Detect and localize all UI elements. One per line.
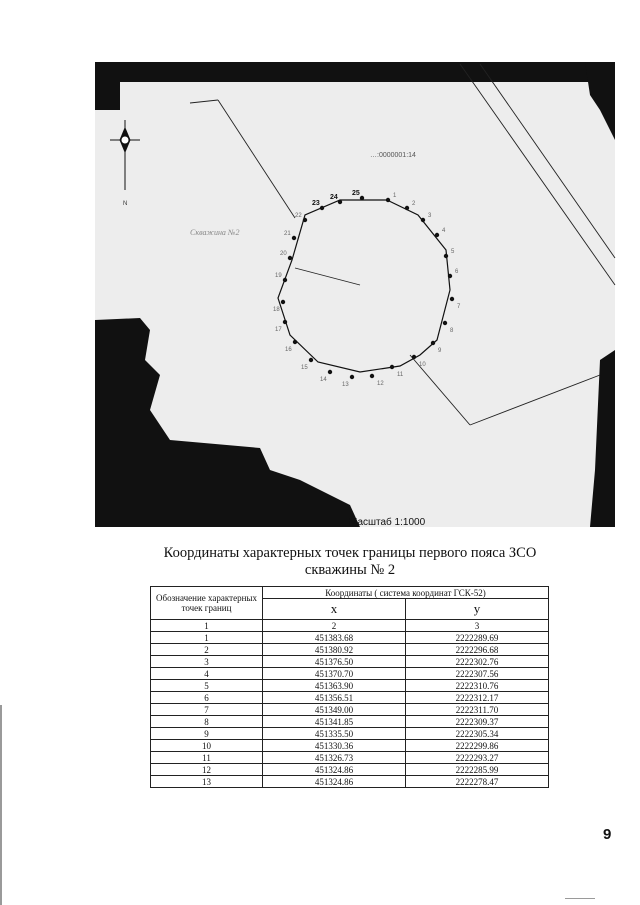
point-number: 9 <box>151 728 263 740</box>
coord-x: 451376.50 <box>263 656 406 668</box>
boundary-point-marker <box>303 218 307 222</box>
scan-footer-mark <box>565 898 595 899</box>
boundary-point-marker <box>350 375 354 379</box>
point-number: 2 <box>151 644 263 656</box>
scale-label-text: Масштаб 1:1000 <box>349 517 426 528</box>
coord-y: 2222289.69 <box>406 632 549 644</box>
coord-x: 451335.50 <box>263 728 406 740</box>
boundary-point-marker <box>320 206 324 210</box>
table-title <box>140 545 560 579</box>
boundary-point-marker <box>444 254 448 258</box>
boundary-point-label: 3 <box>428 213 432 219</box>
coord-x: 451363.90 <box>263 680 406 692</box>
boundary-point-label: 25 <box>352 190 360 197</box>
coord-y: 2222302.76 <box>406 656 549 668</box>
boundary-point-label: 22 <box>295 213 302 219</box>
cadastral-parcel-label: …:0000001:14 <box>370 152 416 159</box>
boundary-point-marker <box>448 274 452 278</box>
boundary-point-label: 17 <box>275 327 282 333</box>
boundary-point-label: 7 <box>457 304 461 310</box>
boundary-point-marker <box>292 236 296 240</box>
table-row <box>151 740 549 752</box>
boundary-point-marker <box>405 206 409 210</box>
boundary-point-marker <box>370 374 374 378</box>
coord-x: 451341.85 <box>263 716 406 728</box>
table-row <box>151 668 549 680</box>
boundary-point-marker <box>390 365 394 369</box>
header-x: x <box>263 599 406 620</box>
header-designation: Обозначение характерных точек границ <box>151 587 263 620</box>
column-number-1: 1 <box>151 620 263 632</box>
table-row <box>151 704 549 716</box>
coord-x: 451356.51 <box>263 692 406 704</box>
coord-y: 2222299.86 <box>406 740 549 752</box>
point-number: 1 <box>151 632 263 644</box>
boundary-point-label: 2 <box>412 201 416 207</box>
boundary-point-label: 18 <box>273 307 280 313</box>
coord-y: 2222296.68 <box>406 644 549 656</box>
well-label: Скважина №2 <box>190 228 240 237</box>
boundary-point-marker <box>443 321 447 325</box>
coordinates-table <box>150 586 549 788</box>
table-row <box>151 692 549 704</box>
boundary-point-marker <box>435 233 439 237</box>
coord-x: 451380.92 <box>263 644 406 656</box>
point-number: 5 <box>151 680 263 692</box>
table-row <box>151 752 549 764</box>
boundary-point-marker <box>431 341 435 345</box>
coord-y: 2222307.56 <box>406 668 549 680</box>
table-row <box>151 776 549 788</box>
table-title-line-1: Координаты характерных точек границы первого пояса ЗСО <box>163 545 537 561</box>
coord-x: 451383.68 <box>263 632 406 644</box>
table-row <box>151 764 549 776</box>
coord-y: 2222310.76 <box>406 680 549 692</box>
point-number: 6 <box>151 692 263 704</box>
boundary-point-label: 4 <box>442 228 446 234</box>
point-number: 11 <box>151 752 263 764</box>
coord-y: 2222312.17 <box>406 692 549 704</box>
boundary-point-label: 16 <box>285 347 292 353</box>
point-number: 4 <box>151 668 263 680</box>
boundary-point-marker <box>293 340 297 344</box>
boundary-point-marker <box>328 370 332 374</box>
point-number: 3 <box>151 656 263 668</box>
point-number: 7 <box>151 704 263 716</box>
coord-y: 2222293.27 <box>406 752 549 764</box>
boundary-point-label: 10 <box>419 362 426 368</box>
boundary-point-label: 23 <box>312 200 320 207</box>
boundary-point-label: 20 <box>280 251 287 257</box>
boundary-point-label: 1 <box>393 193 397 199</box>
coord-y: 2222305.34 <box>406 728 549 740</box>
coord-x: 451370.70 <box>263 668 406 680</box>
boundary-point-marker <box>338 200 342 204</box>
boundary-point-label: 19 <box>275 273 282 279</box>
boundary-point-marker <box>309 358 313 362</box>
boundary-point-label: 13 <box>342 382 349 388</box>
coord-y: 2222278.47 <box>406 776 549 788</box>
header-coordinates: Координаты ( система координат ГСК-52) <box>263 587 549 599</box>
point-number: 13 <box>151 776 263 788</box>
boundary-point-label: 8 <box>450 328 454 334</box>
table-row <box>151 632 549 644</box>
table-title-line-2: скважины № 2 <box>304 562 396 578</box>
table-row <box>151 644 549 656</box>
coord-x: 451324.86 <box>263 776 406 788</box>
scan-edge-mark <box>0 705 2 905</box>
coord-x: 451326.73 <box>263 752 406 764</box>
column-number-3: 3 <box>406 620 549 632</box>
column-number-2: 2 <box>263 620 406 632</box>
boundary-point-label: 21 <box>284 231 291 237</box>
boundary-point-marker <box>360 196 364 200</box>
boundary-point-marker <box>386 198 390 202</box>
coord-x: 451330.36 <box>263 740 406 752</box>
table-row <box>151 680 549 692</box>
coord-x: 451349.00 <box>263 704 406 716</box>
table-row <box>151 656 549 668</box>
boundary-point-marker <box>283 278 287 282</box>
point-number: 8 <box>151 716 263 728</box>
table-row <box>151 716 549 728</box>
coord-y: 2222309.37 <box>406 716 549 728</box>
north-arrow-letter: N <box>123 201 128 207</box>
boundary-point-marker <box>450 297 454 301</box>
boundary-point-label: 6 <box>455 269 459 275</box>
table-row <box>151 728 549 740</box>
boundary-point-label: 11 <box>397 372 404 378</box>
boundary-point-marker <box>281 300 285 304</box>
boundary-point-marker <box>412 355 416 359</box>
boundary-point-label: 15 <box>301 365 308 371</box>
boundary-point-marker <box>283 320 287 324</box>
point-number: 12 <box>151 764 263 776</box>
coordinates-table-body <box>151 632 549 788</box>
coord-x: 451324.86 <box>263 764 406 776</box>
coord-y: 2222311.70 <box>406 704 549 716</box>
header-y: y <box>406 599 549 620</box>
page-number: 9 <box>603 826 612 843</box>
boundary-point-label: 9 <box>438 348 442 354</box>
boundary-point-label: 5 <box>451 249 455 255</box>
point-number: 10 <box>151 740 263 752</box>
coord-y: 2222285.99 <box>406 764 549 776</box>
boundary-point-label: 14 <box>320 377 327 383</box>
boundary-point-label: 24 <box>330 194 338 201</box>
boundary-point-marker <box>288 256 292 260</box>
boundary-point-marker <box>421 218 425 222</box>
boundary-point-label: 12 <box>377 381 384 387</box>
